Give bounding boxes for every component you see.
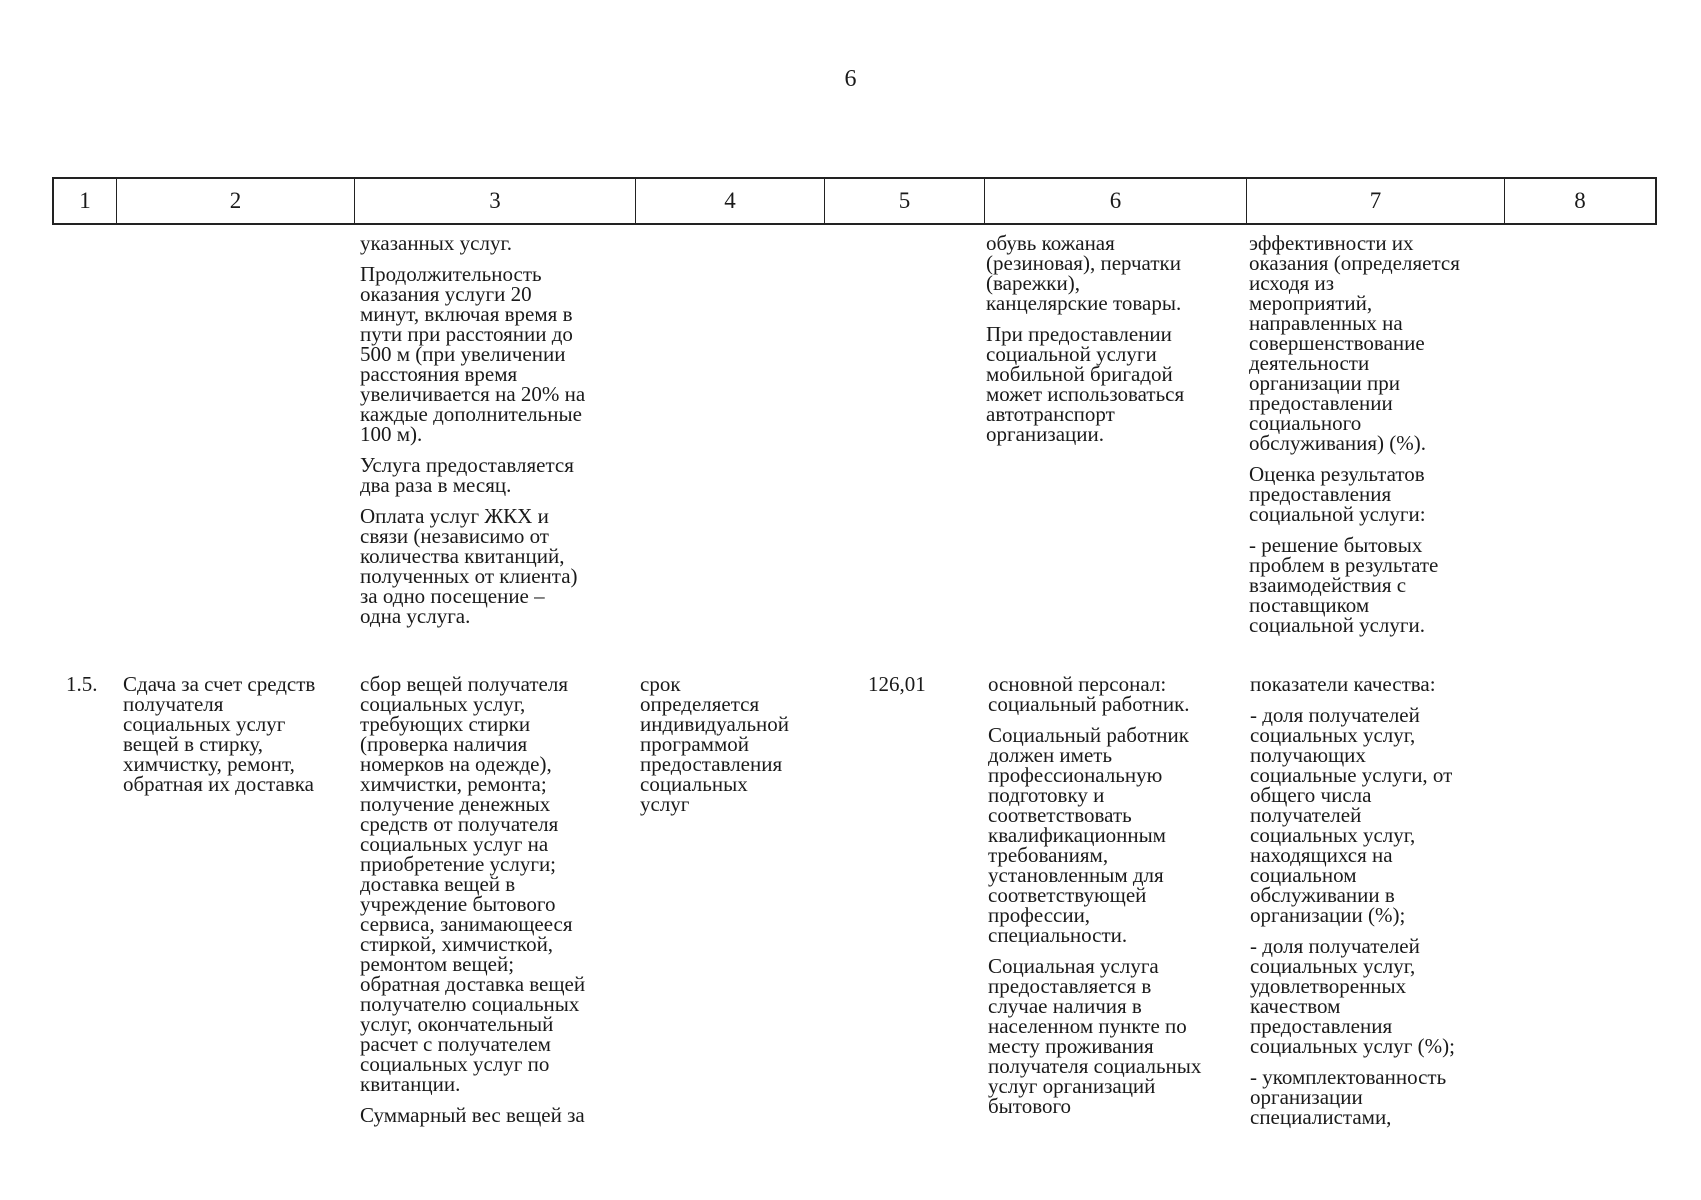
header-col-3: 3 (355, 179, 636, 223)
row-col-7-para-4: - укомплектованность организации специалистами, (1250, 1065, 1447, 1129)
row-service-name (123, 674, 358, 794)
cont-col-7-para-2: Оценка результатов предоставления социальной услуги: (1249, 462, 1426, 526)
row-col-4 (640, 674, 825, 814)
header-col-6: 6 (985, 179, 1247, 223)
row-col-3-para-2: Суммарный вес вещей за (360, 1103, 585, 1127)
header-col-7: 7 (1247, 179, 1505, 223)
cont-col-7 (1249, 233, 1504, 635)
row-col-7-para-3: - доля получателей социальных услуг, удовлетворенных качеством предоставления социальных услуг (%); (1250, 934, 1455, 1058)
row-col-6 (988, 674, 1243, 1116)
header-col-5: 5 (825, 179, 985, 223)
table-header-row (52, 177, 1657, 225)
cont-col-6-para-2: При предоставлении социальной услуги мобильной бригадой может использоваться автотранспорт организации. (986, 322, 1185, 446)
row-number: 1.5. (66, 672, 98, 696)
header-col-4: 4 (636, 179, 825, 223)
row-col-7-para-2: - доля получателей социальных услуг, получающих социальные услуги, от общего числа получателей социальных услуг, находящихся на социальном обслуживании в организации (%); (1250, 703, 1453, 927)
row-col-6-para-1: основной персонал: социальный работник. (988, 672, 1190, 716)
row-col-6-para-2: Социальный работник должен иметь профессиональную подготовку и соответствовать квалификационным требованиям, установленным для соответствующей профессии, специальности. (988, 723, 1189, 947)
cont-col-3-para-4: Оплата услуг ЖКХ и связи (независимо от количества квитанций, полученных от клиента) за одно посещение – одна услуга. (360, 504, 578, 628)
cont-col-3-para-2: Продолжительность оказания услуги 20 минут, включая время в пути при расстоянии до 500 м (при увеличении расстояния время увеличивается на 20% на каждые дополнительные 100 м). (360, 262, 586, 446)
row-col-7-para-1: показатели качества: (1250, 672, 1436, 696)
service-name-text: Сдача за счет средств получателя социальных услуг вещей в стирку, химчистку, ремонт, обратная их доставка (123, 672, 316, 796)
row-col-6-para-3: Социальная услуга предоставляется в случае наличия в населенном пункте по месту проживания получателя социальных услуг организаций бытового (988, 954, 1202, 1118)
row-col-7 (1250, 674, 1505, 1127)
cont-col-3-para-3: Услуга предоставляется два раза в месяц. (360, 453, 574, 497)
cont-col-7-para-1: эффективности их оказания (определяется исходя из мероприятий, направленных на совершенствование деятельности организации при предоставлении социального обслуживания) (%). (1249, 231, 1460, 455)
row-col-3-para-1: сбор вещей получателя социальных услуг, требующих стирки (проверка наличия номерков на одежде), химчистки, ремонта; получение денежных средств от получателя социальных услуг на приобретение услуги; доставка вещей в учреждение бытового сервиса, занимающееся стиркой, химчисткой, ремонтом вещей; обратная доставка вещей получателю социальных услуг, окончательный расчет с получателем социальных услуг по квитанции. (360, 672, 586, 1096)
cont-col-6 (986, 233, 1241, 444)
header-col-2: 2 (117, 179, 355, 223)
cont-col-6-para-1: обувь кожаная (резиновая), перчатки (варежки), канцелярские товары. (986, 231, 1182, 315)
header-col-8: 8 (1574, 188, 1586, 213)
cont-col-3 (360, 233, 635, 626)
row-col-4-text: срок определяется индивидуальной программой предоставления социальных услуг (640, 672, 789, 816)
row-col-3 (360, 674, 638, 1125)
row-price: 126,01 (868, 672, 926, 696)
header-col-1: 1 (54, 179, 117, 223)
page-number: 6 (844, 66, 857, 92)
cont-col-7-para-3: - решение бытовых проблем в результате взаимодействия с поставщиком социальной услуги. (1249, 533, 1439, 637)
cont-col-3-para-1: указанных услуг. (360, 231, 512, 255)
